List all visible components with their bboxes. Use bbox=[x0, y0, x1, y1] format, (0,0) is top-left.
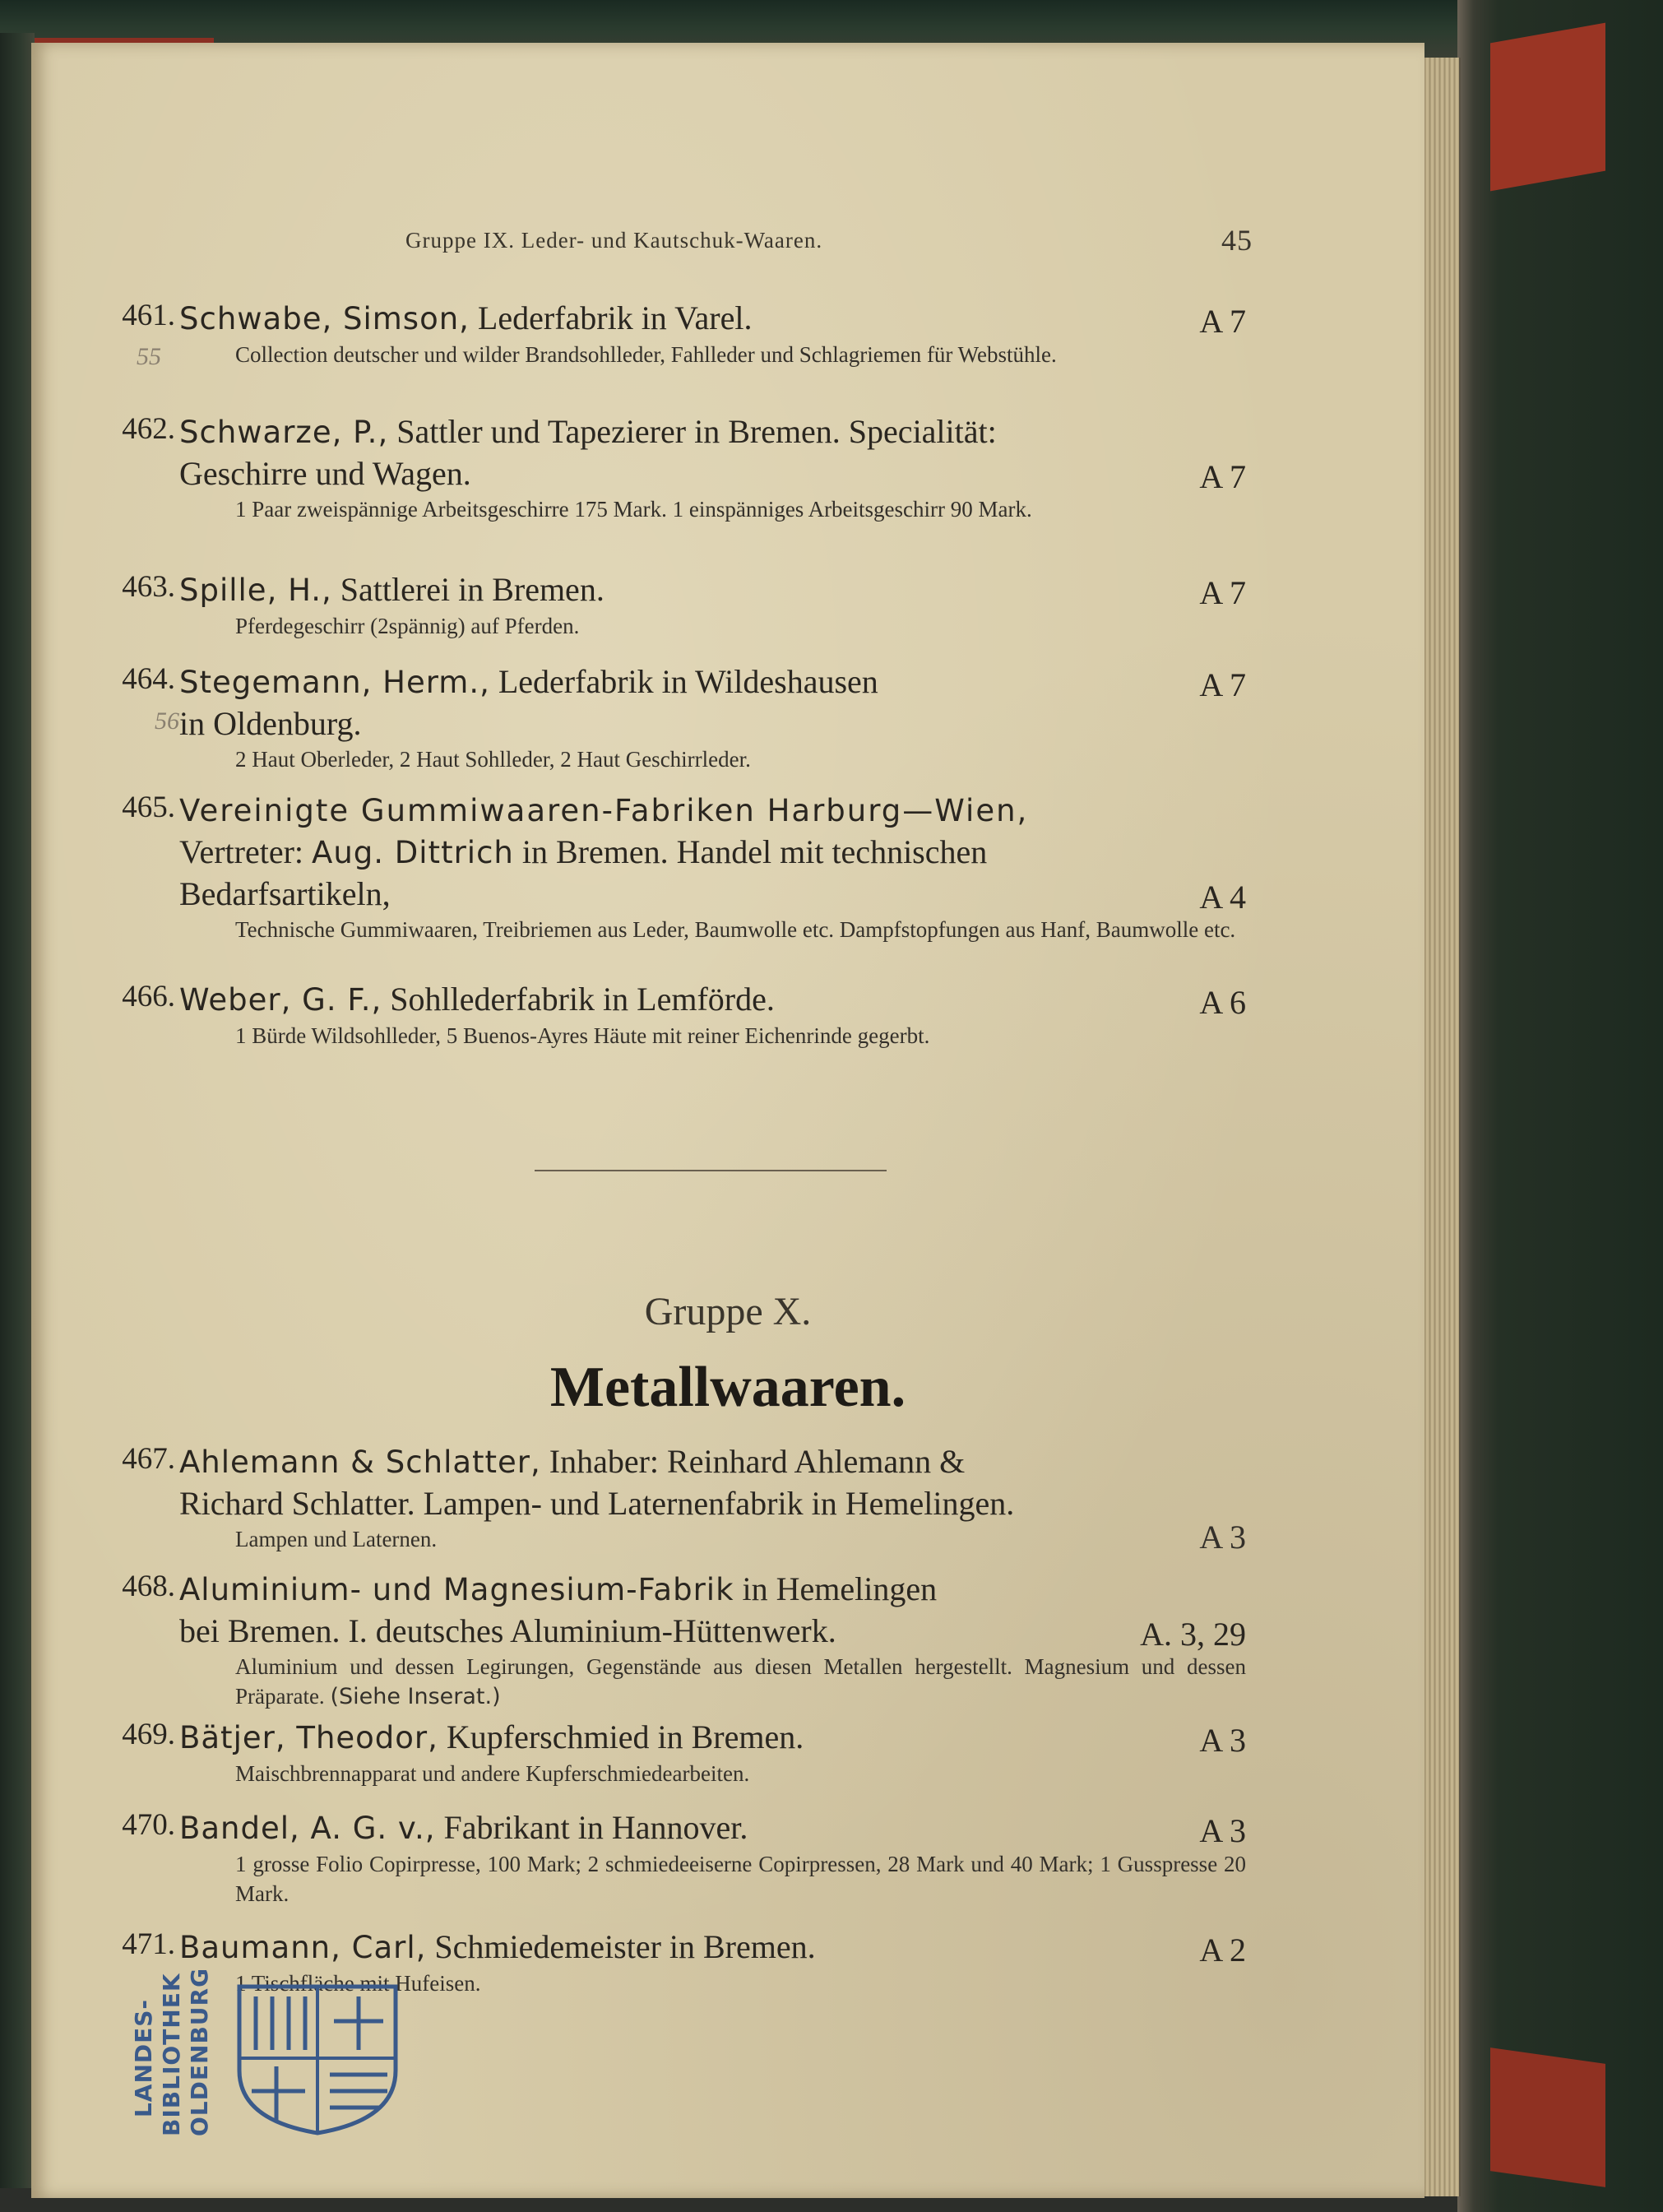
exhibitor-info: Fabrikant in Hannover. bbox=[435, 1809, 748, 1846]
exhibitor-name: Weber, G. F., bbox=[179, 982, 382, 1018]
exhibitor-name: Baumann, Carl, bbox=[179, 1930, 427, 1965]
exhibitor-info: Vertreter: bbox=[179, 833, 313, 870]
exhibit-description: 1 grosse Folio Copirpresse, 100 Mark; 2 schmiedeeiserne Copirpressen, 28 Mark und 40 Mark; 1 Gusspresse 20 Mark. bbox=[235, 1852, 1246, 1906]
entry-468 bbox=[122, 1569, 1246, 1712]
exhibitor-name: Schwabe, Simson, bbox=[179, 301, 470, 336]
stamp-text bbox=[130, 1967, 214, 2136]
page-edges bbox=[1421, 58, 1461, 2196]
stamp-line-3: OLDENBURG bbox=[186, 1967, 213, 2136]
entry-number: 462. bbox=[122, 412, 175, 446]
entry-number: 461. bbox=[122, 299, 175, 332]
entry-469 bbox=[122, 1717, 1246, 1788]
exhibit-description: Maischbrennapparat und andere Kupferschmiedearbeiten. bbox=[235, 1761, 750, 1786]
entry-number: 466. bbox=[122, 980, 175, 1013]
entry-470 bbox=[122, 1807, 1246, 1908]
book-cover-right bbox=[1457, 0, 1663, 2212]
exhibitor-info: Inhaber: Reinhard Ahlemann & bbox=[540, 1443, 966, 1480]
exhibitor-info-cont: in Oldenburg. bbox=[179, 705, 362, 742]
entry-463 bbox=[122, 569, 1246, 641]
exhibitor-info: Sattlerei in Bremen. bbox=[331, 571, 605, 608]
entry-number: 469. bbox=[122, 1718, 175, 1751]
entry-number: 464. bbox=[122, 662, 175, 696]
page-number: 45 bbox=[1221, 224, 1253, 257]
exhibitor-info: Lederfabrik in Wildeshausen bbox=[489, 663, 878, 700]
exhibit-description: Collection deutscher und wilder Brandsohlleder, Fahlleder und Schlagriemen für Webstühle. bbox=[235, 342, 1057, 367]
entry-462 bbox=[122, 411, 1246, 524]
stamp-line-2: BIBLIOTHEK bbox=[158, 1973, 185, 2136]
exhibitor-info-cont: Bedarfsartikeln, bbox=[179, 875, 391, 912]
entry-number: 467. bbox=[122, 1442, 175, 1476]
pencil-annotation: 55 bbox=[137, 343, 161, 370]
exhibitor-info: Lederfabrik in Varel. bbox=[469, 299, 753, 336]
entry-number: 468. bbox=[122, 1570, 175, 1603]
exhibitor-name: Stegemann, Herm., bbox=[179, 665, 490, 700]
exhibit-description: Aluminium und dessen Legirungen, Gegenstände aus diesen Metallen hergestellt. Magnesium und dessen Präparate. bbox=[235, 1654, 1246, 1709]
exhibit-description: Pferdegeschirr (2spännig) auf Pferden. bbox=[235, 614, 580, 638]
exhibitor-name: Bätjer, Theodor, bbox=[179, 1720, 438, 1755]
entry-number: 471. bbox=[122, 1927, 175, 1961]
exhibitor-info-cont: in Bremen. Handel mit technischen bbox=[513, 833, 988, 870]
exhibitor-info-cont: Geschirre und Wagen. bbox=[179, 455, 471, 492]
exhibitor-name: Ahlemann & Schlatter, bbox=[179, 1445, 541, 1480]
group-heading: Metallwaaren. bbox=[549, 1356, 906, 1419]
exhibit-description: 1 Bürde Wildsohlleder, 5 Buenos-Ayres Häute mit reiner Eichenrinde gegerbt. bbox=[235, 1023, 930, 1048]
group-title: Gruppe X. bbox=[644, 1290, 812, 1333]
exhibit-description: Technische Gummiwaaren, Treibriemen aus Leder, Baumwolle etc. Dampfstopfungen aus Hanf, Baumwolle etc. bbox=[235, 917, 1236, 942]
location-code: A 3 bbox=[1199, 1812, 1246, 1849]
book-cover-left bbox=[0, 33, 35, 2188]
entry-number: 465. bbox=[122, 791, 175, 824]
location-code: A 2 bbox=[1199, 1931, 1246, 1969]
location-code: A 7 bbox=[1199, 574, 1246, 611]
header-title: Gruppe IX. Leder- und Kautschuk-Waaren. bbox=[405, 228, 823, 253]
exhibit-description: 2 Haut Oberleder, 2 Haut Sohlleder, 2 Haut Geschirrleder. bbox=[235, 747, 751, 772]
location-code: A 3 bbox=[1199, 1722, 1246, 1759]
exhibitor-info-cont: Richard Schlatter. Lampen- und Laternenfabrik in Hemelingen. bbox=[179, 1485, 1015, 1522]
section-divider bbox=[535, 1170, 887, 1171]
stamp-line-1: LANDES- bbox=[130, 1998, 157, 2118]
location-code: A 4 bbox=[1199, 879, 1246, 916]
exhibitor-name: Schwarze, P., bbox=[179, 415, 389, 450]
entry-466 bbox=[122, 979, 1246, 1050]
running-header bbox=[405, 224, 1253, 257]
entry-number: 463. bbox=[122, 570, 175, 604]
entry-465 bbox=[122, 790, 1246, 944]
exhibitor-info: Sattler und Tapezierer in Bremen. Specialität: bbox=[388, 413, 997, 450]
exhibitor-info: Schmiedemeister in Bremen. bbox=[426, 1928, 816, 1965]
leather-corner-bottom bbox=[1490, 2047, 1605, 2187]
exhibitor-name: Bandel, A. G. v., bbox=[179, 1811, 436, 1846]
book-page bbox=[31, 43, 1424, 2198]
exhibit-description: 1 Tischfläche mit Hufeisen. bbox=[235, 1971, 481, 1996]
exhibit-description: Lampen und Laternen. bbox=[235, 1527, 438, 1551]
exhibitor-info: Kupferschmied in Bremen. bbox=[438, 1718, 804, 1755]
location-code: A 7 bbox=[1199, 666, 1246, 703]
entry-number: 470. bbox=[122, 1808, 175, 1842]
location-code: A. 3, 29 bbox=[1140, 1616, 1246, 1653]
coat-of-arms-icon bbox=[235, 1980, 400, 2136]
location-code: A 3 bbox=[1199, 1519, 1246, 1556]
representative-name: Aug. Dittrich bbox=[312, 835, 514, 870]
exhibit-description: 1 Paar zweispännige Arbeitsgeschirre 175 Mark. 1 einspänniges Arbeitsgeschirr 90 Mark. bbox=[235, 497, 1032, 522]
exhibitor-info: Sohllederfabrik in Lemförde. bbox=[382, 981, 775, 1018]
exhibitor-name: Vereinigte Gummiwaaren-Fabriken Harburg—Wien, bbox=[179, 793, 1029, 828]
exhibitor-info-cont: bei Bremen. I. deutsches Aluminium-Hüttenwerk. bbox=[179, 1612, 836, 1649]
entry-467 bbox=[122, 1441, 1246, 1556]
location-code: A 7 bbox=[1199, 303, 1246, 340]
leather-corner-top bbox=[1490, 23, 1605, 192]
exhibitor-name: Spille, H., bbox=[179, 573, 332, 608]
exhibitor-name: Aluminium- und Magnesium-Fabrik bbox=[179, 1572, 734, 1607]
exhibitor-info: in Hemelingen bbox=[734, 1570, 938, 1607]
location-code: A 6 bbox=[1199, 984, 1246, 1021]
pencil-annotation: 56 bbox=[155, 707, 179, 735]
see-advertisement-note: (Siehe Inserat.) bbox=[330, 1684, 501, 1709]
location-code: A 7 bbox=[1199, 458, 1246, 495]
